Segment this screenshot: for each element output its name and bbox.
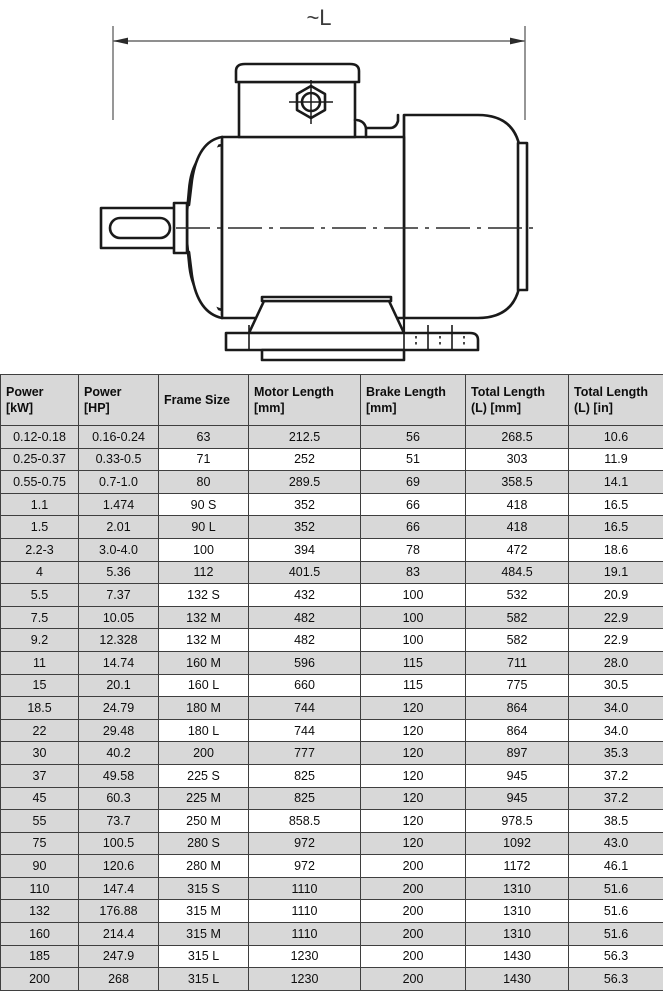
table-cell: 303 <box>466 448 569 471</box>
column-header-total-length-mm <box>466 375 569 426</box>
table-cell: 55 <box>1 810 79 833</box>
table-header-row <box>1 375 663 426</box>
table-cell: 176.88 <box>79 900 159 923</box>
table-row <box>1 584 663 607</box>
table-cell: 100 <box>159 538 249 561</box>
table-cell: 83 <box>361 561 466 584</box>
table-cell: 120 <box>361 787 466 810</box>
table-cell: 315 L <box>159 945 249 968</box>
table-cell: 24.79 <box>79 697 159 720</box>
table-cell: 660 <box>249 674 361 697</box>
table-cell: 1.1 <box>1 493 79 516</box>
table-row <box>1 674 663 697</box>
table-cell: 1.5 <box>1 516 79 539</box>
table-cell: 7.37 <box>79 584 159 607</box>
table-cell: 775 <box>466 674 569 697</box>
table-row <box>1 651 663 674</box>
table-cell: 56.3 <box>569 968 663 991</box>
table-cell: 200 <box>1 968 79 991</box>
table-cell: 864 <box>466 697 569 720</box>
table-cell: 43.0 <box>569 832 663 855</box>
table-cell: 1310 <box>466 900 569 923</box>
table-cell: 0.55-0.75 <box>1 471 79 494</box>
table-cell: 0.7-1.0 <box>79 471 159 494</box>
table-cell: 250 M <box>159 810 249 833</box>
table-cell: 200 <box>159 742 249 765</box>
table-cell: 34.0 <box>569 719 663 742</box>
table-cell: 280 M <box>159 855 249 878</box>
table-cell: 582 <box>466 606 569 629</box>
table-cell: 825 <box>249 764 361 787</box>
motor-specification-table-container <box>0 374 663 991</box>
table-row <box>1 606 663 629</box>
table-cell: 115 <box>361 674 466 697</box>
table-row <box>1 787 663 810</box>
table-cell: 200 <box>361 945 466 968</box>
table-cell: 0.33-0.5 <box>79 448 159 471</box>
table-cell: 418 <box>466 493 569 516</box>
table-cell: 394 <box>249 538 361 561</box>
table-cell: 1172 <box>466 855 569 878</box>
table-cell: 0.25-0.37 <box>1 448 79 471</box>
table-row <box>1 764 663 787</box>
table-cell: 14.1 <box>569 471 663 494</box>
table-cell: 247.9 <box>79 945 159 968</box>
table-cell: 80 <box>159 471 249 494</box>
table-cell: 200 <box>361 877 466 900</box>
table-row <box>1 629 663 652</box>
table-cell: 51.6 <box>569 900 663 923</box>
table-cell: 75 <box>1 832 79 855</box>
table-cell: 147.4 <box>79 877 159 900</box>
table-cell: 4 <box>1 561 79 584</box>
table-cell: 972 <box>249 832 361 855</box>
table-cell: 484.5 <box>466 561 569 584</box>
header-line-1: Power <box>6 385 44 399</box>
table-cell: 5.36 <box>79 561 159 584</box>
table-cell: 744 <box>249 697 361 720</box>
table-cell: 1110 <box>249 923 361 946</box>
arrowhead-right-icon <box>510 38 525 45</box>
table-cell: 120 <box>361 832 466 855</box>
table-cell: 73.7 <box>79 810 159 833</box>
table-row <box>1 516 663 539</box>
table-cell: 482 <box>249 629 361 652</box>
table-cell: 200 <box>361 923 466 946</box>
table-cell: 28.0 <box>569 651 663 674</box>
table-cell: 401.5 <box>249 561 361 584</box>
table-cell: 100 <box>361 629 466 652</box>
table-cell: 132 S <box>159 584 249 607</box>
table-cell: 90 S <box>159 493 249 516</box>
table-row <box>1 697 663 720</box>
table-cell: 225 S <box>159 764 249 787</box>
table-cell: 63 <box>159 426 249 449</box>
table-cell: 185 <box>1 945 79 968</box>
table-cell: 432 <box>249 584 361 607</box>
table-cell: 90 L <box>159 516 249 539</box>
table-cell: 160 <box>1 923 79 946</box>
table-cell: 51 <box>361 448 466 471</box>
table-cell: 864 <box>466 719 569 742</box>
table-cell: 18.6 <box>569 538 663 561</box>
table-cell: 289.5 <box>249 471 361 494</box>
table-cell: 418 <box>466 516 569 539</box>
table-cell: 225 M <box>159 787 249 810</box>
table-row <box>1 493 663 516</box>
table-cell: 945 <box>466 787 569 810</box>
table-cell: 315 S <box>159 877 249 900</box>
table-cell: 51.6 <box>569 877 663 900</box>
table-cell: 744 <box>249 719 361 742</box>
table-cell: 60.3 <box>79 787 159 810</box>
table-cell: 22.9 <box>569 606 663 629</box>
table-cell: 100 <box>361 606 466 629</box>
table-cell: 11.9 <box>569 448 663 471</box>
table-cell: 532 <box>466 584 569 607</box>
table-cell: 3.0-4.0 <box>79 538 159 561</box>
table-cell: 66 <box>361 516 466 539</box>
table-cell: 858.5 <box>249 810 361 833</box>
table-cell: 49.58 <box>79 764 159 787</box>
motor-specification-table <box>0 374 663 991</box>
table-row <box>1 561 663 584</box>
table-cell: 51.6 <box>569 923 663 946</box>
column-header-brake-length <box>361 375 466 426</box>
table-cell: 120 <box>361 719 466 742</box>
table-row <box>1 426 663 449</box>
table-cell: 120 <box>361 764 466 787</box>
rear-end-cap <box>518 143 527 290</box>
header-line-1: Power <box>84 385 122 399</box>
terminal-box-lid <box>236 64 359 82</box>
table-cell: 1.474 <box>79 493 159 516</box>
table-cell: 112 <box>159 561 249 584</box>
table-cell: 352 <box>249 493 361 516</box>
terminal-box-step <box>355 120 366 137</box>
table-row <box>1 900 663 923</box>
table-cell: 100 <box>361 584 466 607</box>
base-pedestal <box>249 301 404 333</box>
table-cell: 22 <box>1 719 79 742</box>
table-cell: 22.9 <box>569 629 663 652</box>
table-cell: 20.1 <box>79 674 159 697</box>
table-cell: 46.1 <box>569 855 663 878</box>
table-cell: 582 <box>466 629 569 652</box>
table-cell: 56.3 <box>569 945 663 968</box>
table-cell: 1230 <box>249 945 361 968</box>
table-cell: 120 <box>361 810 466 833</box>
table-row <box>1 810 663 833</box>
table-cell: 10.6 <box>569 426 663 449</box>
table-cell: 15 <box>1 674 79 697</box>
table-cell: 20.9 <box>569 584 663 607</box>
header-line-2: (L) [mm] <box>471 401 521 415</box>
table-cell: 120.6 <box>79 855 159 878</box>
table-cell: 37 <box>1 764 79 787</box>
table-cell: 160 L <box>159 674 249 697</box>
table-cell: 66 <box>361 493 466 516</box>
table-cell: 596 <box>249 651 361 674</box>
table-cell: 90 <box>1 855 79 878</box>
column-header-power-kw <box>1 375 79 426</box>
header-line-2: (L) [in] <box>574 401 613 415</box>
table-cell: 897 <box>466 742 569 765</box>
header-line-2: [mm] <box>254 401 285 415</box>
table-cell: 35.3 <box>569 742 663 765</box>
table-row <box>1 719 663 742</box>
arrowhead-left-icon <box>113 38 128 45</box>
table-cell: 100.5 <box>79 832 159 855</box>
table-cell: 132 <box>1 900 79 923</box>
table-cell: 29.48 <box>79 719 159 742</box>
table-cell: 978.5 <box>466 810 569 833</box>
table-cell: 38.5 <box>569 810 663 833</box>
table-cell: 180 L <box>159 719 249 742</box>
table-cell: 115 <box>361 651 466 674</box>
header-line-2: [HP] <box>84 401 110 415</box>
column-header-total-length-in <box>569 375 663 426</box>
table-cell: 777 <box>249 742 361 765</box>
table-cell: 12.328 <box>79 629 159 652</box>
table-cell: 132 M <box>159 629 249 652</box>
table-row <box>1 742 663 765</box>
table-cell: 2.2-3 <box>1 538 79 561</box>
table-cell: 214.4 <box>79 923 159 946</box>
motor-drawing-svg <box>0 0 663 372</box>
mounting-foot-rail <box>226 333 478 350</box>
table-cell: 120 <box>361 742 466 765</box>
table-cell: 825 <box>249 787 361 810</box>
table-cell: 110 <box>1 877 79 900</box>
table-cell: 252 <box>249 448 361 471</box>
table-cell: 11 <box>1 651 79 674</box>
table-row <box>1 945 663 968</box>
table-cell: 40.2 <box>79 742 159 765</box>
header-line-1: Total Length <box>471 385 545 399</box>
table-cell: 37.2 <box>569 764 663 787</box>
table-cell: 0.12-0.18 <box>1 426 79 449</box>
table-row <box>1 923 663 946</box>
table-cell: 14.74 <box>79 651 159 674</box>
table-cell: 482 <box>249 606 361 629</box>
table-cell: 9.2 <box>1 629 79 652</box>
table-row <box>1 538 663 561</box>
table-cell: 1310 <box>466 923 569 946</box>
header-line-1: Frame Size <box>164 393 230 407</box>
table-cell: 315 L <box>159 968 249 991</box>
table-cell: 1092 <box>466 832 569 855</box>
table-cell: 16.5 <box>569 516 663 539</box>
table-cell: 7.5 <box>1 606 79 629</box>
table-cell: 18.5 <box>1 697 79 720</box>
table-cell: 0.16-0.24 <box>79 426 159 449</box>
table-cell: 180 M <box>159 697 249 720</box>
table-cell: 16.5 <box>569 493 663 516</box>
table-cell: 56 <box>361 426 466 449</box>
table-cell: 212.5 <box>249 426 361 449</box>
mounting-foot-underside <box>262 350 404 360</box>
table-cell: 315 M <box>159 900 249 923</box>
table-cell: 10.05 <box>79 606 159 629</box>
table-cell: 472 <box>466 538 569 561</box>
table-cell: 71 <box>159 448 249 471</box>
table-cell: 358.5 <box>466 471 569 494</box>
table-cell: 1430 <box>466 968 569 991</box>
table-row <box>1 471 663 494</box>
table-row <box>1 877 663 900</box>
table-cell: 19.1 <box>569 561 663 584</box>
table-cell: 315 M <box>159 923 249 946</box>
table-cell: 2.01 <box>79 516 159 539</box>
header-line-2: [mm] <box>366 401 397 415</box>
table-cell: 34.0 <box>569 697 663 720</box>
table-cell: 69 <box>361 471 466 494</box>
table-cell: 200 <box>361 968 466 991</box>
table-cell: 30 <box>1 742 79 765</box>
table-cell: 37.2 <box>569 787 663 810</box>
header-line-2: [kW] <box>6 401 33 415</box>
shaft-keyway <box>110 218 170 238</box>
table-row <box>1 448 663 471</box>
table-cell: 1110 <box>249 900 361 923</box>
table-row <box>1 968 663 991</box>
motor-technical-drawing <box>0 0 663 372</box>
table-cell: 45 <box>1 787 79 810</box>
table-cell: 1430 <box>466 945 569 968</box>
table-cell: 200 <box>361 855 466 878</box>
table-row <box>1 832 663 855</box>
table-cell: 268 <box>79 968 159 991</box>
table-cell: 1110 <box>249 877 361 900</box>
base-pedestal-top-rim <box>262 297 391 301</box>
table-cell: 5.5 <box>1 584 79 607</box>
table-cell: 200 <box>361 900 466 923</box>
brake-housing <box>404 115 521 318</box>
table-cell: 120 <box>361 697 466 720</box>
body-notch <box>366 115 398 128</box>
table-cell: 132 M <box>159 606 249 629</box>
table-cell: 711 <box>466 651 569 674</box>
table-cell: 280 S <box>159 832 249 855</box>
table-body <box>1 426 663 991</box>
column-header-frame-size <box>159 375 249 426</box>
table-cell: 945 <box>466 764 569 787</box>
table-cell: 352 <box>249 516 361 539</box>
table-cell: 1310 <box>466 877 569 900</box>
column-header-power-hp <box>79 375 159 426</box>
header-line-1: Motor Length <box>254 385 334 399</box>
table-cell: 268.5 <box>466 426 569 449</box>
dimension-label: ~L <box>306 5 331 30</box>
column-header-motor-length <box>249 375 361 426</box>
table-cell: 78 <box>361 538 466 561</box>
table-cell: 1230 <box>249 968 361 991</box>
table-cell: 30.5 <box>569 674 663 697</box>
table-cell: 972 <box>249 855 361 878</box>
header-line-1: Brake Length <box>366 385 446 399</box>
table-row <box>1 855 663 878</box>
table-header <box>1 375 663 426</box>
header-line-1: Total Length <box>574 385 648 399</box>
table-cell: 160 M <box>159 651 249 674</box>
